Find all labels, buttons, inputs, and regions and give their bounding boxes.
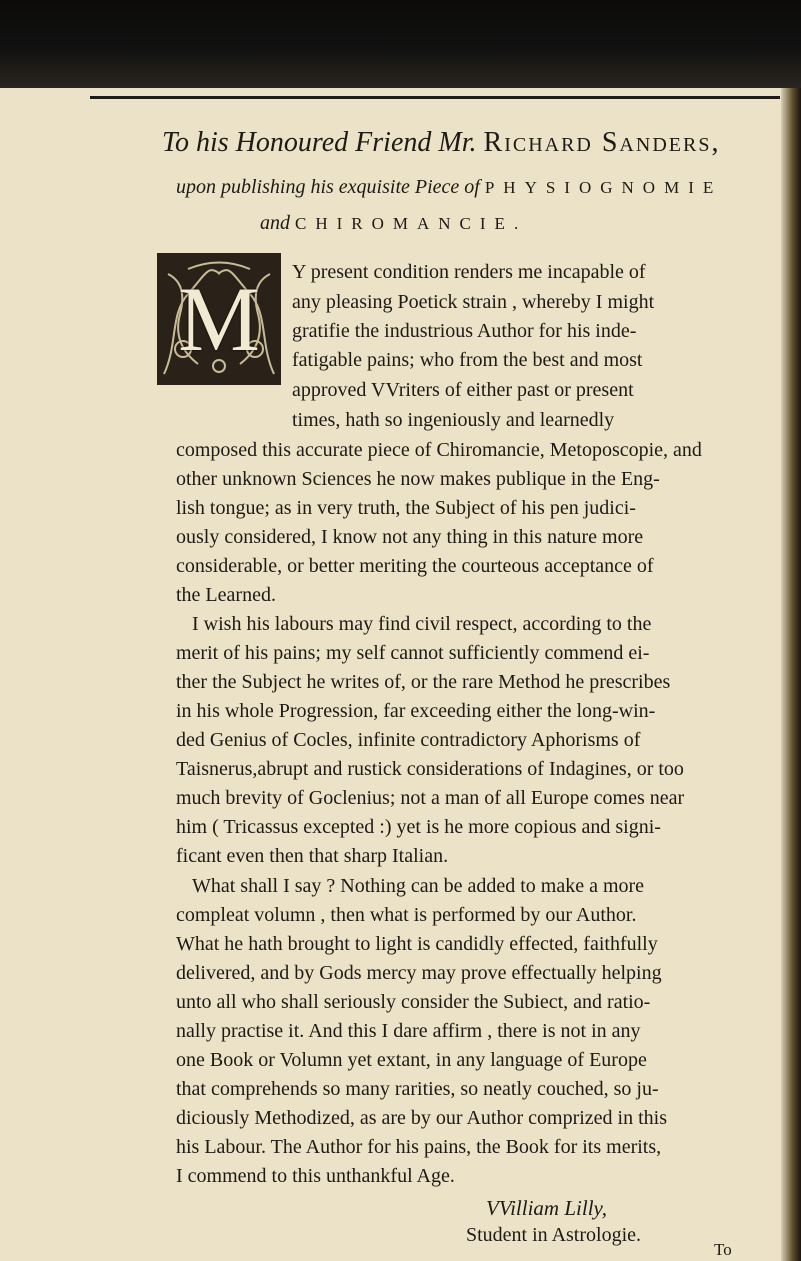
text-line: ded Genius of Cocles, infinite contradictory Aphorisms of bbox=[176, 729, 641, 751]
dedication-heading-line2 bbox=[176, 176, 786, 199]
text-line: unto all who shall seriously consider the Subiect, and ratio- bbox=[176, 991, 651, 1013]
text-line: much brevity of Goclenius; not a man of all Europe comes near bbox=[176, 787, 685, 809]
text-line: gratifie the industrious Author for his inde- bbox=[292, 320, 637, 342]
text-line: I commend to this unthankful Age. bbox=[176, 1165, 455, 1187]
text-line: ously considered, I know not any thing in this nature more bbox=[176, 526, 644, 548]
dropcap-letter: M bbox=[178, 268, 260, 370]
text-line: ficant even then that sharp Italian. bbox=[176, 845, 449, 867]
text-line: Taisnerus,abrupt and rustick considerations of Indagines, or too bbox=[176, 758, 684, 780]
text-line: one Book or Volumn yet extant, in any language of Europe bbox=[176, 1049, 647, 1071]
text-line: compleat volumn , then what is performed by our Author. bbox=[176, 904, 637, 926]
catchword: To bbox=[714, 1240, 732, 1259]
heading-subtitle-italic: upon publishing his exquisite Piece of bbox=[176, 176, 480, 198]
heading-italic-text: To his Honoured Friend Mr. bbox=[162, 127, 477, 158]
text-line: other unknown Sciences he now makes publique in the Eng- bbox=[176, 468, 660, 490]
text-line: composed this accurate piece of Chiromancie, Metoposcopie, and bbox=[176, 439, 702, 461]
text-line: diciously Methodized, as are by our Author comprized in this bbox=[176, 1107, 668, 1129]
text-line: that comprehends so many rarities, so neatly couched, so ju- bbox=[176, 1078, 659, 1100]
text-line: lish tongue; as in very truth, the Subject of his pen judici- bbox=[176, 497, 636, 519]
text-line: What shall I say ? Nothing can be added to make a more bbox=[192, 875, 645, 897]
text-line: any pleasing Poetick strain , whereby I might bbox=[292, 291, 655, 313]
text-line: Y present condition renders me incapable of bbox=[292, 261, 646, 283]
dedication-heading-line1 bbox=[162, 127, 782, 159]
text-line: his Labour. The Author for his pains, the Book for its merits, bbox=[176, 1136, 662, 1158]
text-line: I wish his labours may find civil respect, according to the bbox=[192, 613, 652, 635]
heading-physiognomie: PHYSIOGNOMIE bbox=[484, 178, 723, 197]
text-line: fatigable pains; who from the best and most bbox=[292, 349, 643, 371]
ornamental-initial-icon bbox=[157, 253, 281, 385]
text-line: in his whole Progression, far exceeding either the long-win- bbox=[176, 700, 656, 722]
heading-and: and bbox=[260, 212, 290, 234]
text-line: times, hath so ingeniously and learnedly bbox=[292, 409, 615, 431]
text-line: ther the Subject he writes of, or the rare Method he prescribes bbox=[176, 671, 671, 693]
text-line: delivered, and by Gods mercy may prove effectually helping bbox=[176, 962, 662, 984]
page-edge-shadow bbox=[781, 88, 801, 1261]
signature-title: Student in Astrologie. bbox=[466, 1224, 641, 1246]
heading-name: Richard Sanders, bbox=[483, 127, 721, 158]
signature-name: VVilliam Lilly, bbox=[486, 1196, 607, 1220]
text-line: merit of his pains; my self cannot sufficiently commend ei- bbox=[176, 642, 650, 664]
dedication-heading-line3 bbox=[260, 212, 527, 235]
scan-border-top bbox=[0, 0, 801, 88]
text-line: What he hath brought to light is candidly effected, faithfully bbox=[176, 933, 658, 955]
text-line: nally practise it. And this I dare affirm , there is not in any bbox=[176, 1020, 641, 1042]
text-line: approved VVriters of either past or present bbox=[292, 379, 634, 401]
text-line: considerable, or better meriting the courteous acceptance of bbox=[176, 555, 654, 577]
heading-chiromancie: CHIROMANCIE. bbox=[295, 214, 528, 233]
top-rule bbox=[90, 96, 780, 99]
text-line: him ( Tricassus excepted :) yet is he more copious and signi- bbox=[176, 816, 661, 838]
text-line: the Learned. bbox=[176, 584, 276, 606]
